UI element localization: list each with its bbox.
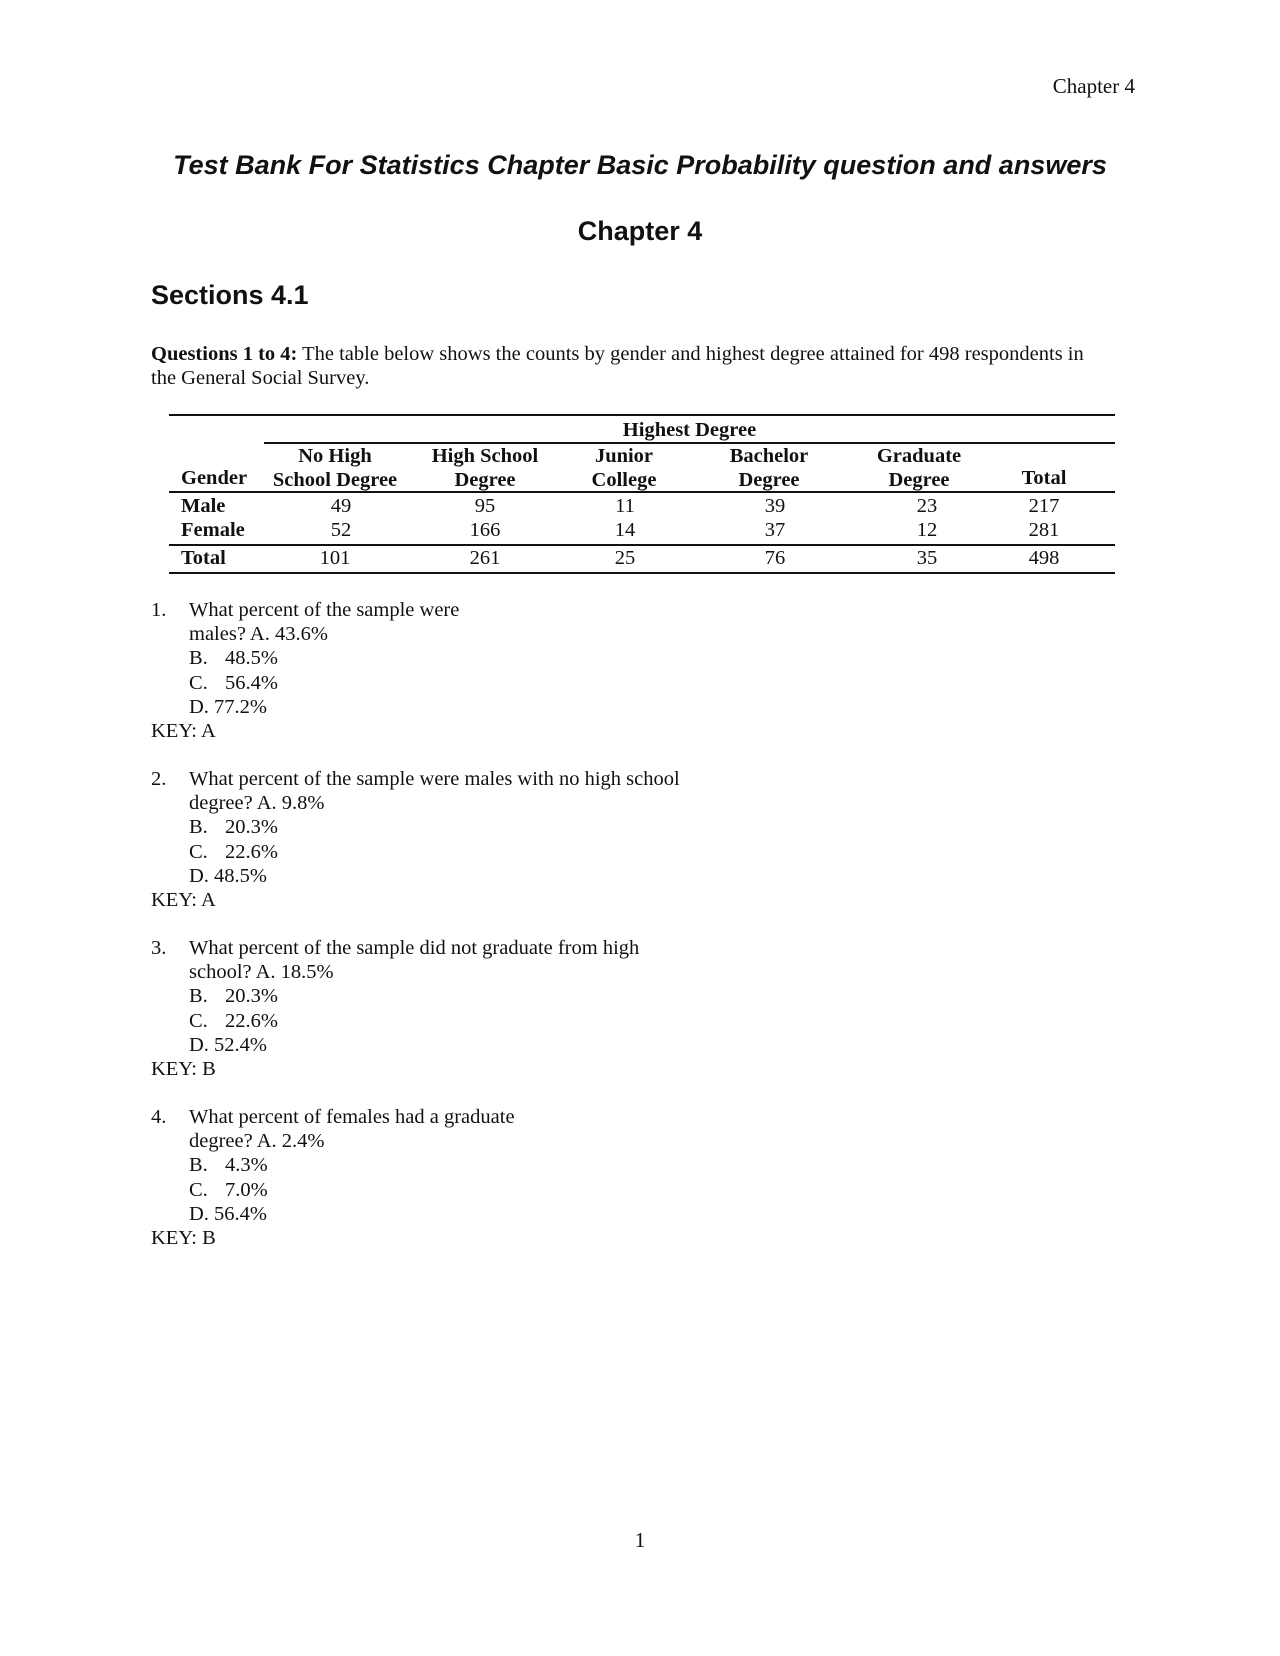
table-cell: 11 — [615, 495, 635, 517]
option-d: D. 48.5% — [189, 864, 268, 887]
col-header-no-high-school: No High School Degree — [272, 445, 398, 491]
question-text-cont: degree? A. 2.4% — [189, 1130, 325, 1153]
question-body — [189, 598, 459, 719]
intro-line1: The table below shows the counts by gender and highest degree attained for 498 respondents in — [297, 343, 1084, 365]
running-header: Chapter 4 — [1052, 74, 1135, 98]
page-number: 1 — [634, 1528, 646, 1552]
question-number: 4. — [151, 1106, 167, 1128]
question-number: 1. — [151, 599, 167, 621]
table-cell: 101 — [319, 547, 351, 569]
question-body — [189, 1105, 515, 1226]
table-cell: 25 — [614, 547, 636, 569]
document-title: Test Bank For Statistics Chapter Basic Probability question and answers — [173, 150, 1107, 180]
col-header-total: Total — [1021, 467, 1067, 489]
col-header-graduate: Graduate Degree — [876, 445, 962, 491]
option-b: B. 20.3% — [189, 816, 278, 839]
table-cell: 498 — [1028, 547, 1060, 569]
question-text: What percent of the sample were — [189, 599, 460, 621]
table-cell: 217 — [1028, 495, 1060, 517]
gender-header: Gender — [181, 467, 248, 489]
col-header-bachelor: Bachelor Degree — [729, 445, 809, 491]
table-cell: 261 — [469, 547, 501, 569]
question-number: 3. — [151, 937, 167, 959]
answer-key: KEY: B — [151, 1227, 216, 1249]
chapter-heading: Chapter 4 — [577, 216, 703, 246]
row-label-total: Total — [181, 547, 226, 569]
question-body — [189, 767, 680, 888]
intro-lead: Questions 1 to 4: — [151, 343, 298, 365]
question-text-cont: degree? A. 9.8% — [189, 792, 325, 815]
answer-key: KEY: A — [151, 720, 216, 742]
question-text: What percent of the sample did not graduate from high — [189, 937, 640, 959]
row-label-female: Female — [181, 519, 245, 541]
table-cell: 49 — [330, 495, 352, 517]
question-text: What percent of the sample were males with no high school — [189, 768, 680, 790]
table-cell: 52 — [330, 519, 352, 541]
col-header-junior-college: Junior College — [591, 445, 657, 491]
option-b: B. 48.5% — [189, 647, 278, 670]
option-c: C. 7.0% — [189, 1178, 268, 1201]
table-cell: 37 — [764, 519, 786, 541]
answer-key: KEY: B — [151, 1058, 216, 1080]
col-header-high-school: High School Degree — [431, 445, 539, 491]
header-rule — [169, 491, 1115, 493]
question-text-cont: males? A. 43.6% — [189, 623, 328, 646]
table-cell: 35 — [916, 547, 938, 569]
table-cell: 39 — [764, 495, 786, 517]
option-d: D. 56.4% — [189, 1202, 268, 1225]
table-cell: 12 — [916, 519, 938, 541]
table-cell: 23 — [916, 495, 938, 517]
table-top-rule — [169, 414, 1115, 416]
question-text: What percent of females had a graduate — [189, 1106, 515, 1128]
option-c: C. 22.6% — [189, 840, 278, 863]
row-label-male: Male — [181, 495, 226, 517]
table-bottom-rule — [169, 572, 1115, 574]
option-c: C. 56.4% — [189, 671, 278, 694]
table-cell: 14 — [614, 519, 636, 541]
option-b: B. 20.3% — [189, 985, 278, 1008]
answer-key: KEY: A — [151, 889, 216, 911]
option-d: D. 77.2% — [189, 695, 268, 718]
question-text-cont: school? A. 18.5% — [189, 961, 334, 984]
option-b: B. 4.3% — [189, 1154, 268, 1177]
section-heading: Sections 4.1 — [151, 280, 309, 310]
option-d: D. 52.4% — [189, 1033, 268, 1056]
option-c: C. 22.6% — [189, 1009, 278, 1032]
table-cell: 95 — [474, 495, 496, 517]
question-body — [189, 936, 639, 1057]
intro-line2: the General Social Survey. — [151, 367, 370, 389]
intro-paragraph — [151, 342, 1111, 390]
question-number: 2. — [151, 768, 167, 790]
degree-table — [169, 414, 1115, 576]
table-cell: 281 — [1028, 519, 1060, 541]
table-cell: 166 — [469, 519, 501, 541]
group-header: Highest Degree — [622, 419, 757, 441]
table-cell: 76 — [764, 547, 786, 569]
